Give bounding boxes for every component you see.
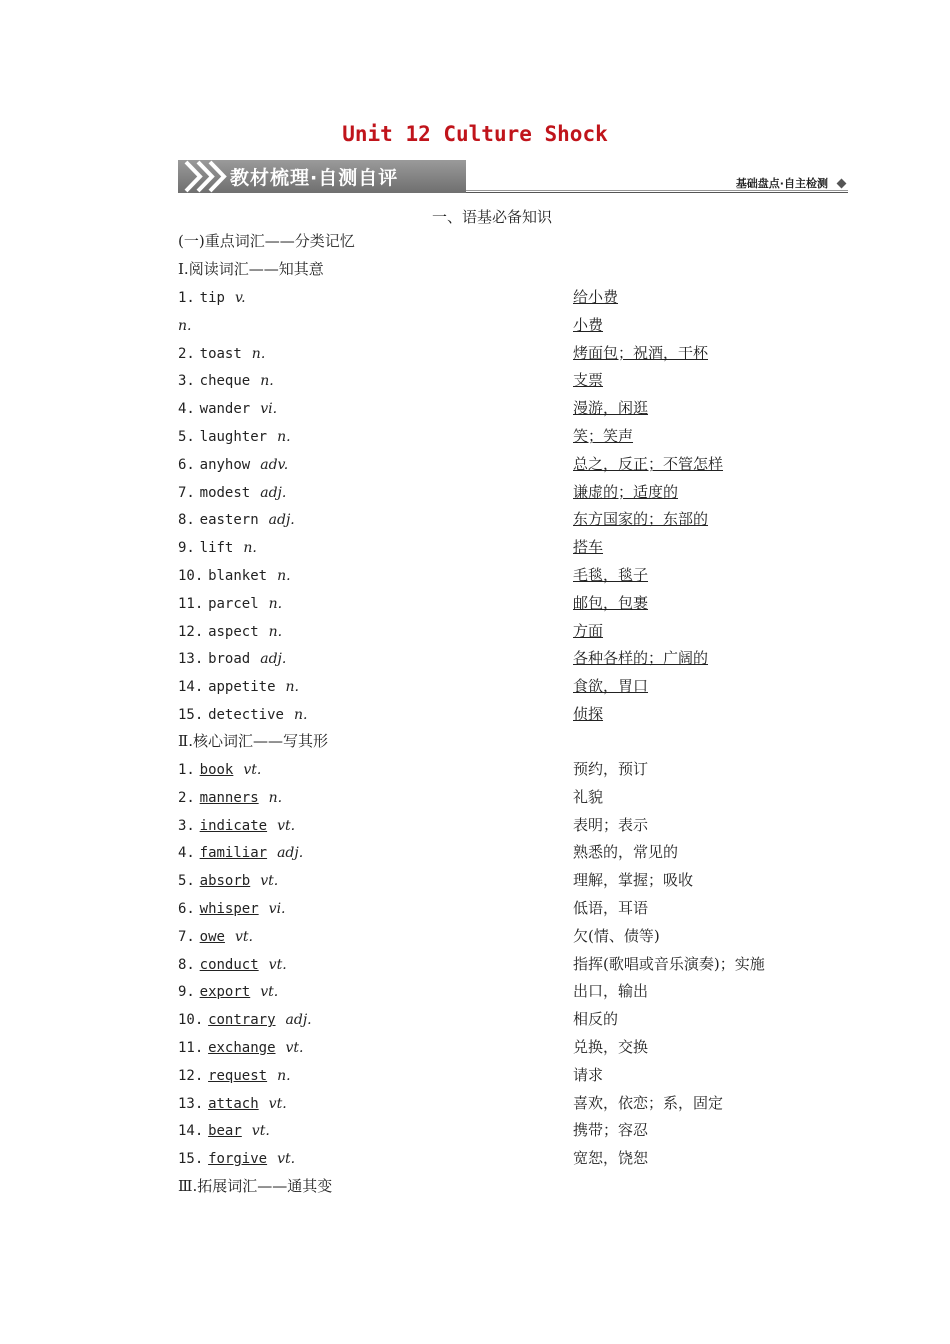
vocab-meaning: 食欲，胃口: [573, 677, 649, 696]
vocab-meaning: 总之，反正；不管怎样: [573, 454, 724, 473]
vocab-entry: [178, 899, 286, 917]
vocab-entry: [178, 705, 307, 723]
part-of-speech: n.: [277, 568, 291, 584]
item-number: 13.: [178, 651, 204, 668]
vocab-word: eastern: [199, 512, 259, 529]
vocab-meaning: 烤面包；祝酒，干杯: [573, 343, 709, 362]
vocab-meaning: 给小费: [573, 288, 619, 306]
vocab-entry: [178, 1094, 287, 1112]
item-number: 6.: [178, 901, 195, 917]
item-number: 13.: [178, 1095, 204, 1112]
vocab-word: appetite: [208, 679, 276, 696]
part-of-speech: adj.: [285, 1012, 312, 1029]
vocab-entry: [178, 316, 191, 334]
vocab-row: [178, 426, 858, 446]
item-number: 4.: [178, 845, 195, 862]
vocab-word: tip: [199, 290, 225, 306]
vocab-meaning: 礼貌: [573, 787, 604, 806]
diamond-icon: [837, 179, 847, 189]
vocab-meaning: 喜欢，依恋；系，固定: [573, 1093, 724, 1112]
vocab-row: [178, 287, 858, 307]
vocab-entry: [178, 1010, 312, 1028]
vocab-row: [178, 1093, 858, 1113]
vocab-entry: [178, 566, 291, 584]
vocab-meaning: 相反的: [573, 1010, 619, 1029]
part-of-speech: adj.: [277, 845, 304, 862]
vocab-meaning: 兑换，交换: [573, 1038, 649, 1056]
vocab-meaning: 出口，输出: [573, 982, 649, 1001]
item-number: 1.: [178, 762, 195, 778]
vocab-entry: [178, 1149, 295, 1167]
part-of-speech: vt.: [277, 817, 296, 834]
vocab-word: familiar: [199, 845, 268, 862]
vocab-word: modest: [199, 484, 251, 501]
vocab-word: book: [199, 762, 234, 778]
vocab-meaning: 侦探: [573, 705, 604, 723]
part-of-speech: adv.: [260, 456, 289, 473]
vocab-entry: [178, 788, 282, 806]
vocab-meaning: 毛毯，毯子: [573, 566, 649, 584]
item-number: 5.: [178, 429, 195, 445]
banner-subtitle: 基础盘点·自主检测: [735, 177, 828, 190]
vocab-entry: [178, 927, 253, 945]
vocab-row: [178, 1148, 858, 1168]
vocab-entry: [178, 455, 288, 473]
vocab-word: export: [199, 984, 251, 1001]
part1-heading: Ⅰ.阅读词汇——知其意: [178, 260, 324, 278]
part-of-speech: n.: [277, 1067, 291, 1084]
vocab-row: [178, 759, 858, 779]
vocab-meaning: 各种各样的；广阔的: [573, 649, 709, 668]
vocab-row: [178, 509, 858, 529]
item-number: 6.: [178, 456, 195, 473]
vocab-row: [178, 954, 858, 974]
vocab-word: anyhow: [199, 456, 251, 473]
vocab-entry: [178, 1121, 270, 1139]
part-of-speech: vt.: [285, 1040, 304, 1056]
part-of-speech: vt.: [234, 928, 253, 945]
vocab-word: contrary: [208, 1012, 276, 1029]
vocab-entry: [178, 843, 303, 861]
vocab-row: [178, 343, 858, 363]
vocab-meaning: 谦虚的；适度的: [573, 482, 679, 501]
vocab-row: [178, 454, 858, 474]
vocab-word: whisper: [199, 901, 259, 917]
item-number: 8.: [178, 512, 195, 529]
vocab-entry: [178, 1038, 304, 1056]
vocab-word: indicate: [199, 817, 268, 834]
part-of-speech: n.: [178, 317, 192, 334]
vocab-meaning: 理解，掌握；吸收: [573, 871, 694, 890]
vocab-entry: [178, 955, 287, 973]
vocab-entry: [178, 594, 282, 612]
section-banner: [178, 160, 848, 194]
vocab-word: absorb: [199, 873, 251, 890]
vocab-row: [178, 898, 858, 918]
part-of-speech: vt.: [277, 1151, 296, 1168]
vocab-word: forgive: [208, 1151, 268, 1168]
section-heading: 一、语基必备知识: [431, 208, 552, 226]
vocab-row: [178, 870, 858, 890]
part-of-speech: n.: [243, 540, 257, 557]
vocab-row: [178, 537, 858, 557]
vocab-word: aspect: [208, 623, 259, 640]
part-of-speech: vt.: [268, 956, 287, 973]
part3-heading: Ⅲ.拓展词汇——通其变: [178, 1177, 333, 1195]
part-of-speech: adj.: [260, 651, 287, 668]
vocab-row: [178, 593, 858, 613]
part-of-speech: vi.: [260, 401, 278, 418]
part-of-speech: n.: [251, 345, 266, 362]
vocab-meaning: 携带；容忍: [573, 1121, 649, 1140]
vocab-meaning: 笑；笑声: [573, 427, 634, 445]
vocab-row: [178, 815, 858, 835]
vocab-meaning: 预约，预订: [573, 760, 649, 778]
vocab-word: toast: [199, 345, 242, 362]
item-number: 10.: [178, 568, 204, 584]
vocab-word: blanket: [208, 568, 268, 584]
vocab-row: [178, 787, 858, 807]
vocab-row: [178, 370, 858, 390]
vocab-row: [178, 315, 858, 335]
vocab-meaning: 低语，耳语: [573, 899, 649, 917]
vocab-word: conduct: [199, 956, 259, 973]
vocab-word: attach: [208, 1095, 259, 1112]
vocab-row: [178, 621, 858, 641]
item-number: 9.: [178, 984, 195, 1001]
vocab-entry: [178, 344, 265, 362]
part-of-speech: n.: [277, 429, 291, 445]
item-number: 5.: [178, 873, 195, 890]
vocab-row: [178, 704, 858, 724]
vocab-word: cheque: [199, 373, 251, 390]
vocab-row: [178, 1037, 858, 1057]
vocab-entry: [178, 371, 274, 389]
part-of-speech: vt.: [251, 1123, 270, 1140]
vocab-row: [178, 1120, 858, 1140]
part-of-speech: vi.: [268, 901, 286, 917]
vocab-entry: [178, 816, 295, 834]
vocab-entry: [178, 622, 282, 640]
part-of-speech: v.: [234, 290, 246, 306]
vocab-meaning: 熟悉的，常见的: [573, 843, 679, 862]
part-of-speech: vt.: [268, 1095, 287, 1112]
vocab-entry: [178, 982, 278, 1000]
vocab-row: [178, 981, 858, 1001]
vocab-meaning: 邮包，包裹: [573, 593, 649, 612]
banner-divider: [466, 192, 848, 193]
vocab-entry: [178, 427, 291, 445]
vocab-word: detective: [208, 707, 284, 723]
vocab-row: [178, 482, 858, 502]
vocab-row: [178, 1065, 858, 1085]
part-of-speech: vt.: [243, 762, 262, 778]
subsection-heading: (一)重点词汇——分类记忆: [178, 232, 355, 250]
vocab-word: manners: [199, 789, 259, 806]
item-number: 8.: [178, 956, 195, 973]
part-of-speech: vt.: [260, 984, 279, 1001]
vocab-entry: [178, 288, 246, 306]
vocab-meaning: 东方国家的；东部的: [573, 510, 709, 529]
item-number: 14.: [178, 679, 204, 696]
vocab-meaning: 小费: [573, 315, 604, 334]
item-number: 3.: [178, 817, 195, 834]
item-number: 14.: [178, 1123, 204, 1140]
vocab-row: [178, 565, 858, 585]
page-title: Unit 12 Culture Shock: [342, 122, 608, 146]
vocab-word: laughter: [199, 429, 268, 445]
banner-title: 教材梳理·自测自评: [230, 167, 399, 189]
part-of-speech: n.: [268, 595, 283, 612]
item-number: 11.: [178, 1040, 204, 1056]
vocab-word: lift: [199, 540, 234, 557]
item-number: 2.: [178, 789, 195, 806]
vocab-word: parcel: [208, 595, 259, 612]
item-number: 10.: [178, 1012, 204, 1029]
item-number: 4.: [178, 401, 195, 418]
vocab-meaning: 宽恕，饶恕: [573, 1149, 649, 1168]
vocab-row: [178, 842, 858, 862]
vocab-row: [178, 676, 858, 696]
vocab-row: [178, 1009, 858, 1029]
part-of-speech: n.: [268, 789, 283, 806]
vocab-entry: [178, 399, 277, 417]
part-of-speech: n.: [285, 679, 299, 696]
vocab-word: owe: [199, 928, 225, 945]
vocab-row: [178, 926, 858, 946]
item-number: 7.: [178, 928, 195, 945]
vocab-word: bear: [208, 1123, 242, 1140]
vocab-entry: [178, 538, 257, 556]
part2-heading: Ⅱ.核心词汇——写其形: [178, 732, 328, 750]
part-of-speech: adj.: [268, 512, 295, 529]
vocab-word: broad: [208, 651, 251, 668]
vocab-entry: [178, 649, 286, 667]
part-of-speech: n.: [260, 373, 274, 390]
vocab-row: [178, 398, 858, 418]
vocab-entry: [178, 483, 286, 501]
item-number: 15.: [178, 707, 204, 723]
item-number: 12.: [178, 623, 204, 640]
vocab-row: [178, 648, 858, 668]
vocab-meaning: 搭车: [573, 538, 604, 557]
vocab-word: wander: [199, 401, 251, 418]
item-number: 9.: [178, 540, 195, 557]
item-number: 2.: [178, 345, 195, 362]
vocab-entry: [178, 677, 299, 695]
item-number: 12.: [178, 1067, 204, 1084]
vocab-meaning: 表明；表示: [573, 815, 649, 834]
part-of-speech: n.: [293, 707, 308, 723]
part-of-speech: n.: [268, 623, 283, 640]
vocab-entry: [178, 1066, 291, 1084]
item-number: 15.: [178, 1151, 204, 1168]
vocab-meaning: 漫游，闲逛: [573, 399, 649, 418]
vocab-entry: [178, 760, 261, 778]
item-number: 7.: [178, 484, 195, 501]
item-number: 1.: [178, 290, 195, 306]
vocab-meaning: 支票: [573, 371, 604, 390]
item-number: 11.: [178, 595, 204, 612]
vocab-meaning: 方面: [573, 621, 604, 640]
vocab-meaning: 指挥(歌唱或音乐演奏)；实施: [573, 954, 765, 973]
part-of-speech: adj.: [260, 484, 287, 501]
vocab-word: request: [208, 1067, 268, 1084]
vocab-entry: [178, 871, 278, 889]
item-number: 3.: [178, 373, 195, 390]
chevron-right-icon: [184, 160, 228, 193]
vocab-entry: [178, 510, 295, 528]
vocab-word: exchange: [208, 1040, 276, 1056]
vocab-meaning: 欠(情、债等): [573, 926, 660, 945]
part-of-speech: vt.: [260, 873, 279, 890]
vocab-meaning: 请求: [573, 1065, 604, 1084]
